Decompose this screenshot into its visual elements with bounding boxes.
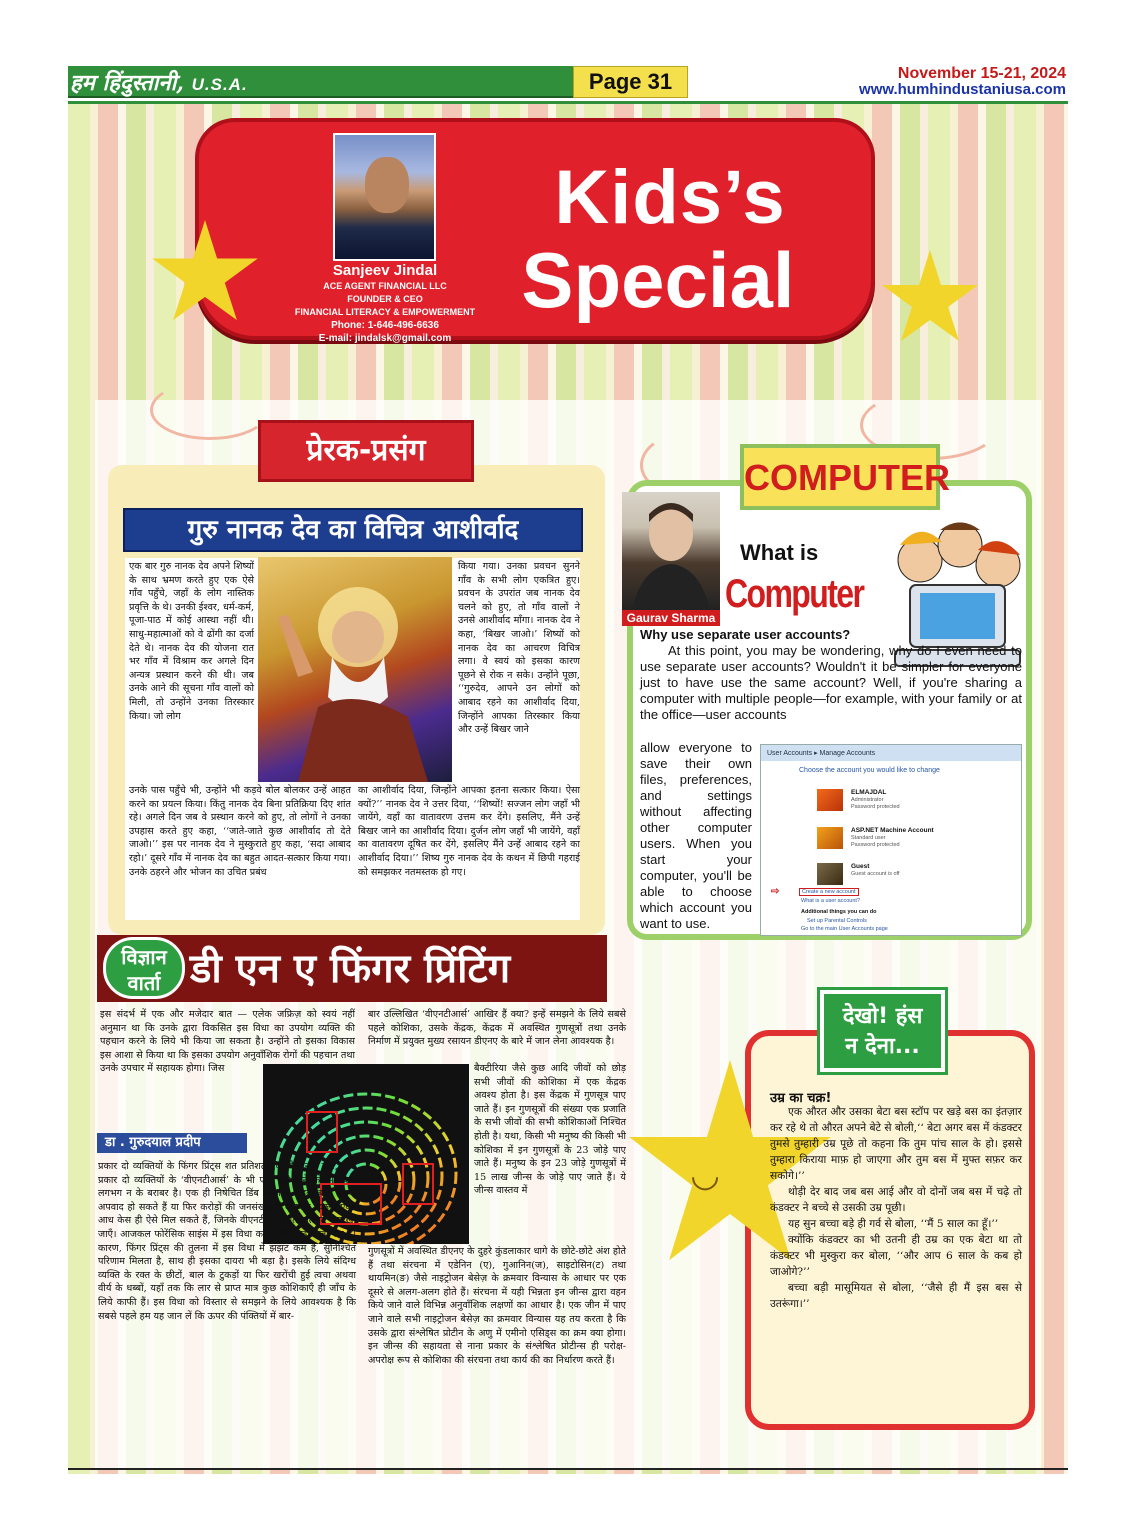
screenshot-breadcrumb: User Accounts ▸ Manage Accounts: [761, 745, 1021, 761]
issue-date: November 15-21, 2024: [897, 65, 1066, 82]
account-avatar-icon: [817, 789, 843, 811]
story-column-3: किया गया। उनका प्रवचन सुनने गाँव के सभी लोग एकत्रित हुए। प्रवचन के उपरांत जब नानक देव चलने को हुए, तो गाँव वालों ने उनसे आशीर्वाद माँगा। नानक देव ने कहा, ‘बिखर जाओ।’ शिष्यों को नानक देव का आचरण विचित्र लगा। वे स्वयं को इसका कारण पूछने से रोक न सके। उन्होंने पूछा, ‘‘गुरुदेव, आपने उन लोगों को आबाद रहने का आशीर्वाद दिया, जिन्होंने आपका तिरस्कार किया और उन्हें बिखर जाने: [458, 561, 580, 736]
columnist-name: Sanjeev Jindal: [332, 262, 438, 279]
article-question: Why use separate user accounts?: [640, 627, 851, 642]
account-status: Password protected: [851, 804, 900, 810]
author-portrait: [622, 492, 720, 610]
author-name: Gaurav Sharma: [622, 610, 720, 626]
painting-figure: [258, 557, 452, 782]
vigyan-left-column: प्रकार दो व्यक्तियों के फिंगर प्रिंट्स शत प्रतिशत एक जैसे नहीं होते, उसी प्रकार दो व्यक्तियों के ‘वीएनटीआर्स’ के भी एक जैसे होने की संभावना लगभग न के बराबर है। एक ही निषेचित डिंब से जन्में जुड़वाँ बच्चे इसके अपवाद हो सकते हैं या फिर करोड़ों की जनसंख्या में अपवाद स्वरूप एक-आध केस ही ऐसे मिल सकते हैं, जिनके वीएनटीआर्स शत-प्रतिशत मेल खा जाएँ। आजकल फोरेंसिक साइंस में इस विधा का उपयोग बढ़ता जा रहा है। कारण, फिंगर प्रिंट्स की तुलना में इस विधा में झंझट कम हैं, सुनिश्चित परिणाम मिलता है, साथ ही इसका दायरा भी बड़ा है। इसके लिये संदिग्ध व्यक्ति के रक्त के छीटों, बाल के टुकड़ों या फिर खरोंची हुई त्वचा अथवा वीर्य के धब्बों, यहाँ तक कि लार से प्राप्त मात्र कुछ कोशिकाएँ ही जाँच के लिये काफी हैं। इस विधा को विस्तार से समझने के लिये आवश्यक है कि सबसे पहले हम यह जान लें कि ऊपर की पंक्तियों में बार-: [98, 1161, 356, 1322]
story-title: गुरु नानक देव का विचित्र आशीर्वाद: [123, 508, 583, 552]
page-number: Page 31: [573, 66, 688, 98]
computer-title: Computer: [725, 572, 864, 616]
additional-heading: Additional things you can do: [801, 909, 877, 915]
joke-para: यह सुन बच्चा बड़े ही गर्व से बोला, ‘‘मैं 5 साल का हूँ।’’: [788, 1218, 999, 1230]
account-type: Standard user: [851, 835, 886, 841]
arrow-right-icon: ⇨: [771, 886, 780, 897]
face: [365, 157, 409, 213]
joke-para: क्योंकि कंडक्टर का भी उतनी ही उम्र का एक बेटा था तो कंडक्टर भी मुस्कुरा कर बोला, ‘‘और आप 6 साल के कब हो जाओगे?’’: [770, 1234, 1022, 1278]
vigyan-right-bottom: गुणसूत्रों में अवस्थित डीएनए के दुहरे कुंडलाकार धागे के छोटे-छोटे अंश होते हैं तथा संरचना में एडेनिन (ए), गुआनिन(ज), साइटोसिन(ट) तथा थायमिन(ङ) जैसे नाइट्रोजन बेसेज़ के क्रमवार विन्यास के आधार पर एक दूसरे से अलग-अलग होते हैं। संरचना में यही भिन्नता इन जीन्स द्वारा वहन किये जाने वाले विभिन्न अनुवाँशिक लक्षणों का आधार है। एक जीन में पाए जाने वाले सभी नाइट्रोजन बेसेज़ का क्रमवार विन्यास यह तय करता है कि उसके द्वारा संश्लेषित प्रोटीन के अणु में एमीनो एसिड्स का क्रम क्या होगा। इन जीन्स की सहायता से नाना प्रकार के संश्लेषित प्रोटीन्स ही परोक्ष-अपरोक्ष रूप से कोशिका की संरचना तथा कार्य की का निर्धारण करते हैं।: [368, 1246, 626, 1366]
columnist-email[interactable]: E-mail: jindalsk@gmail.com: [318, 333, 452, 344]
parental-controls-link[interactable]: Set up Parental Controls: [807, 918, 867, 924]
columnist-company: ACE AGENT FINANCIAL LLC: [323, 281, 447, 291]
guru-nanak-painting: [258, 557, 452, 782]
columnist-tagline: FINANCIAL LITERACY & EMPOWERMENT: [294, 307, 476, 317]
joke-heading-line1: देखो! हंस: [842, 1004, 923, 1029]
story-lower-right: का आशीर्वाद दिया, जिन्होंने आपका इतना सत्कार किया। ऐसा क्यों?’’ नानक देव ने उत्तर दिया, ‘‘शिष्यों! सज्जन लोग जहाँ भी जायेंगे, वहाँ का वातावरण उत्तम कर देंगे। इसलिए, मैंने उन्हें बिखर जाने का आशीर्वाद दिया। दुर्जन लोग जहाँ भी जायेंगे, वहाँ का वातावरण दूषित कर देंगे, इसलिए मैंने उन्हें आबाद रहने का आशीर्वाद दिया।’’ शिष्य गुरु नानक देव के कथन में छिपी गहराई को समझकर नतमस्तक हो गए।: [358, 785, 580, 878]
masthead: [68, 67, 248, 97]
article-para-top: [640, 643, 1022, 723]
screenshot-heading: Choose the account you would like to change: [799, 767, 940, 774]
masthead-suffix: U.S.A.: [191, 75, 248, 94]
prerak-heading: प्रेरक-प्रसंग: [258, 420, 474, 482]
smiley-face-icon: ◡: [692, 1155, 719, 1195]
computer-heading: COMPUTER: [740, 444, 940, 510]
story-lower-left: उनके पास पहुँचे भी, उन्होंने भी कड़वे बोल बोलकर उन्हें आहत करने का प्रयत्न किया। किंतु नानक देव बिना प्रतिक्रिया दिए शांत रहे। अगले दिन जब वे प्रस्थान करने को हुए, तो लोगों ने उनका उपहास करते हुए कहा, ‘‘जाते-जाते कुछ आशीर्वाद तो देते जाओ।’’ इस पर नानक देव ने मुस्कुराते हुए कहा, ‘सदा आबाद रहो।’ दूसरे गाँव में नानक देव का बहुत आदत-सत्कार किया गया। उनके ठहरने और भोजन का उचित प्रबंध: [129, 785, 351, 878]
account-type: Guest account is off: [851, 871, 900, 877]
author-photo: [622, 492, 720, 610]
create-account-link[interactable]: Create a new account: [799, 888, 859, 896]
swirl-decoration: [150, 380, 270, 440]
story-column-1: एक बार गुरु नानक देव अपने शिष्यों के साथ भ्रमण करते हुए एक ऐसे गाँव पहुँचे, जहाँ के लोग नास्तिक प्रवृत्ति के थे। उनकी ईश्वर, धर्म-कर्म, पूजा-पाठ में कोई आस्था नहीं थी। साधु-महात्माओं को वे ढोंगी का दर्जा देते थे। नानक देव की योजना रात भर गाँव में विश्राम कर अगले दिन अन्यत्र प्रस्थान करने की थी। जब उनके आने की सूचना गाँव वालों को मिली, तो उन्होंने उनका तिरस्कार किया। जो लोग: [129, 561, 254, 722]
user-accounts-screenshot: [760, 744, 1022, 936]
account-avatar-icon: [817, 827, 843, 849]
page-header: [68, 66, 1068, 100]
columnist-phone: Phone: 1-646-496-6636: [331, 320, 439, 331]
vigyan-right-mid: बैक्टीरिया जैसे कुछ आदि जीवों को छोड़ सभी जीवों की कोशिका में एक केंद्रक अवश्य होता है। इस केंद्रक में गुणसूत्र पाए जाते हैं। इन गुणसूत्रों की संख्या एक प्रजाति के सभी जीवों की सभी कोशिकाओं निश्चित होती है। यथा, किसी भी मनुष्य की किसी भी कोशिका में इन गुणसूत्रों के 23 जोड़े पाए जाते हैं। मनुष्य के इन 23 जोड़े गुणसूत्रों में 15 लाख जीन्स के जोड़े पाए जाते हैं। ये जीन्स वास्तव में: [474, 1063, 626, 1197]
account-name: Guest: [851, 863, 870, 870]
account-avatar-icon: [817, 863, 843, 885]
banner-title-line1: Kids’s: [554, 155, 786, 240]
footer-rule: [68, 1468, 1068, 1470]
what-is-account-link[interactable]: What is a user account?: [801, 898, 861, 904]
banner-title-line2: Special: [521, 236, 795, 324]
brand-bar: [68, 66, 573, 98]
author-photo: [333, 133, 436, 261]
joke-para: बच्चा बड़ी मासूमियत से बोला, ‘‘जैसे ही मैं इस बस से उतरूंगा।’’: [770, 1282, 1022, 1310]
vigyan-title: डी एन ए फिंगर प्रिंटिंग: [190, 946, 511, 992]
masthead-text: हम हिंदुस्तानी,: [70, 70, 184, 96]
article-para-left: allow everyone to save their own files, preferences, and settings without affecting other computer users. When you start your computer, you'll be able to choose which account you want to use.: [640, 740, 752, 931]
vigyan-author: डा . गुरुदयाल प्रदीप: [97, 1133, 247, 1153]
vigyan-varta-badge: विज्ञान वार्ता: [103, 937, 185, 999]
vigyan-top-left: इस संदर्भ में एक और मजेदार बात — एलेक जफ्रिज़ को स्वयं नहीं अनुमान था कि उनके द्वारा विकसित इस विधा का उपयोग व्यक्ति की पहचान करने के लिये भी किया जा सकता है। उन्होंने तो इसका विकास इस आशा से किया था कि इसका उपयोग अनुवाँशिक रोगों की पहचान तथा उनके उपचार में सहायक होगा। जिस: [100, 1009, 355, 1075]
joke-title: उम्र का चक्र!: [770, 1091, 832, 1106]
account-status: Password protected: [851, 842, 900, 848]
site-url[interactable]: www.humhindustaniusa.com: [859, 81, 1066, 98]
joke-body: [770, 1104, 1022, 1312]
account-name: ASP.NET Machine Account: [851, 827, 934, 834]
account-type: Administrator: [851, 797, 884, 803]
account-name: ELMAJDAL: [851, 789, 887, 796]
joke-para: एक औरत और उसका बेटा बस स्टॉप पर खड़े बस का इंतज़ार कर रहे थे तो औरत अपने बेटे से बोली,‘‘ बेटा अगर बस में कंडक्टर तुमसे तुम्हारी उम्र पूछे तो कहना कि तुम पांच साल के हो। इससे तुम्हारा किराया माफ़ हो जाएगा और तुम बस में मुफ्त सफ़र कर सकोगे।’’: [770, 1106, 1022, 1182]
joke-heading-line2: न देना...: [845, 1034, 920, 1059]
vigyan-right-top: बार उल्लिखित ‘वीएनटीआर्स’ आखिर हैं क्या? इन्हें समझने के लिये सबसे पहले कोशिका, उसके केंद्रक, केंद्रक में अवस्थित गुणसूत्रों तथा उनके निर्माण में प्रयुक्त मुख्य रसायन डीएनए के बारे में जान लेना आवश्यक है।: [368, 1009, 626, 1048]
joke-heading: [820, 990, 945, 1072]
columnist-role: FOUNDER & CEO: [347, 294, 423, 304]
main-accounts-link[interactable]: Go to the main User Accounts page: [801, 926, 888, 932]
article-para-top-text: At this point, you may be wondering, why do I even need to use separate user accounts? Wouldn't it be simpler for everyone just to have use the same account? Well, if you're sharing a computer with multiple people—for example, with your family or at the office—user accounts: [640, 643, 1022, 722]
what-is-label: What is: [740, 540, 819, 565]
joke-para: थोड़ी देर बाद जब बस आई और वो दोनों जब बस में चढ़े तो कंडक्टर ने बच्चे से उसकी उम्र पूछी।: [770, 1186, 1022, 1214]
